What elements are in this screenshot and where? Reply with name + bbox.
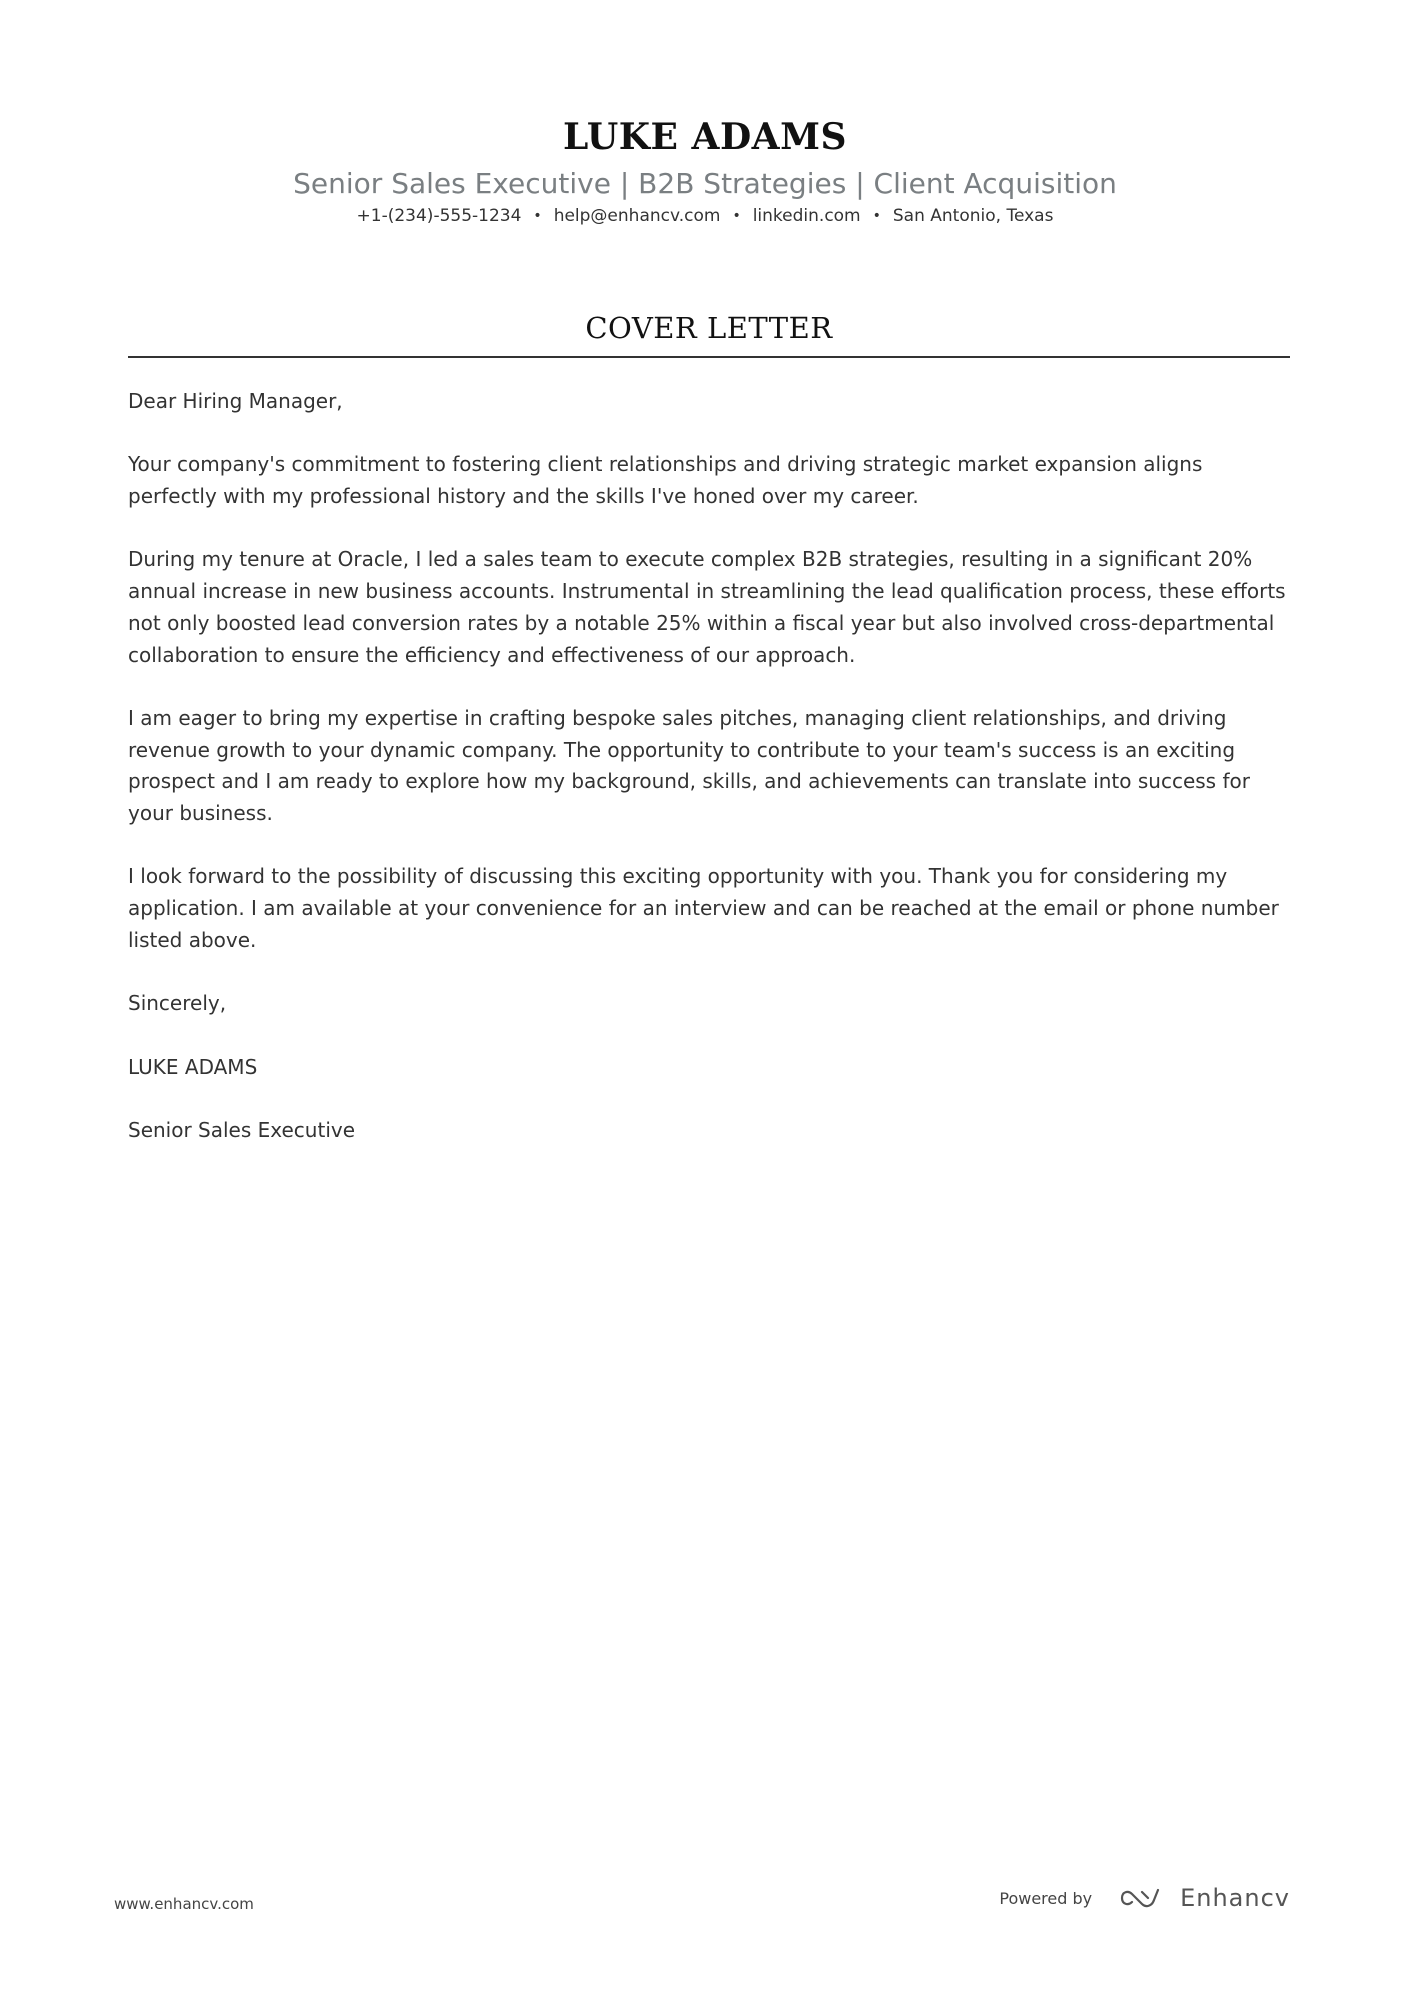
candidate-name: LUKE ADAMS	[563, 116, 847, 158]
contact-email[interactable]: help@enhancv.com	[553, 206, 721, 226]
contact-linkedin[interactable]: linkedin.com	[752, 206, 861, 226]
contact-phone: +1-(234)-555-1234	[356, 206, 522, 226]
candidate-tagline: Senior Sales Executive | B2B Strategies | Client Acquisition	[293, 167, 1117, 200]
letter-body	[128, 386, 1290, 1178]
contact-separator: •	[872, 208, 881, 224]
enhancv-logo-icon	[1118, 1886, 1166, 1910]
signature-title: Senior Sales Executive	[128, 1118, 356, 1143]
contact-location: San Antonio, Texas	[892, 206, 1054, 226]
letter-paragraph: I look forward to the possibility of discussing this exciting opportunity with you. Thank you for considering my application. I am available at your convenience for an interview and can be reached at the email or phone number listed above.	[128, 864, 1279, 952]
contact-separator: •	[732, 208, 741, 224]
brand-name: Enhancv	[1180, 1884, 1290, 1912]
letter-paragraph: During my tenure at Oracle, I led a sales team to execute complex B2B strategies, resulting in a significant 20% annual increase in new business accounts. Instrumental in streamlining the lead qualification process, these efforts not only boosted lead conversion rates by a notable 25% within a fiscal year but also involved cross-departmental collaboration to ensure the efficiency and effectiveness of our approach.	[128, 547, 1286, 667]
footer-website-link[interactable]: www.enhancv.com	[114, 1895, 254, 1913]
footer-branding[interactable]	[999, 1884, 1290, 1912]
resume-header	[0, 112, 1410, 228]
letter-paragraph: Your company's commitment to fostering client relationships and driving strategic market expansion aligns perfectly with my professional history and the skills I've honed over my career.	[128, 452, 1203, 509]
letter-closing: Sincerely,	[128, 991, 227, 1016]
letter-greeting: Dear Hiring Manager,	[128, 389, 343, 413]
powered-by-label: Powered by	[999, 1888, 1093, 1908]
contact-separator: •	[533, 208, 542, 224]
signature-name: LUKE ADAMS	[128, 1054, 258, 1079]
section-divider	[128, 356, 1290, 358]
letter-paragraph: I am eager to bring my expertise in crafting bespoke sales pitches, managing client relationships, and driving revenue growth to your dynamic company. The opportunity to contribute to your team's success is an exciting prospect and I am ready to explore how my background, skills, and achievements can translate into success for your business.	[128, 705, 1250, 826]
section-title: COVER LETTER	[585, 311, 833, 345]
contact-line	[0, 204, 1410, 228]
